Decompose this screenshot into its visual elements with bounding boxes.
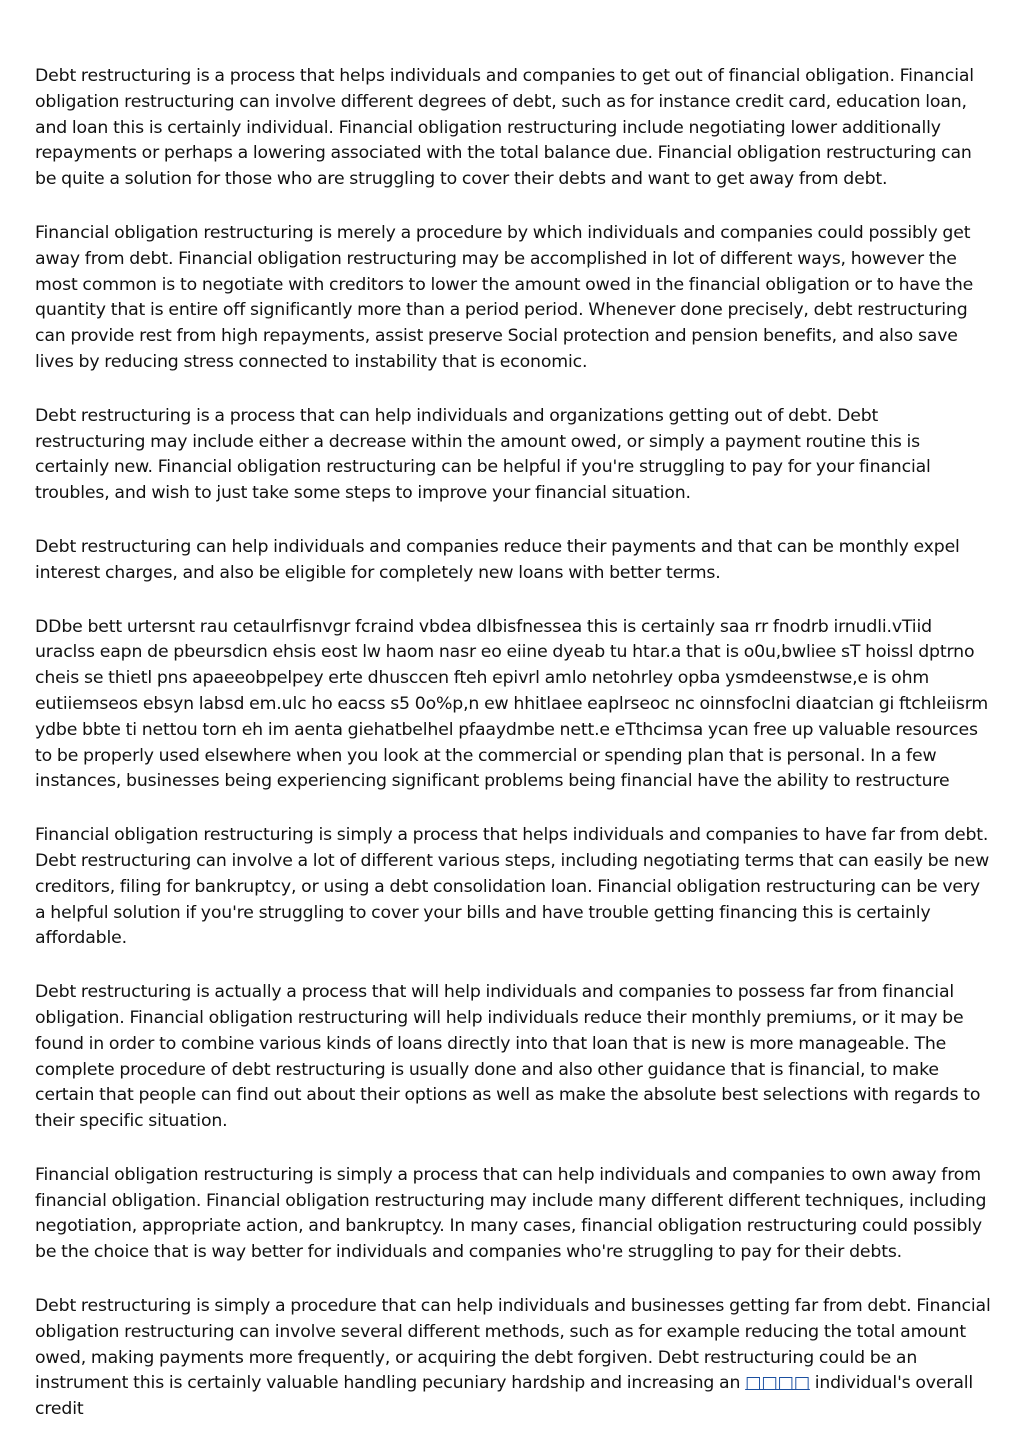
paragraph-9-text-before-link: Debt restructuring is simply a procedure that can help individuals and businesses getting far from debt. Financial obligation restructuring can involve several different methods, such as for example reducing the total amount owed, making payments more frequently, or acquiring the debt forgiven. Debt restructuring could be an instrument this is certainly valuable handling pecuniary hardship and increasing an	[35, 1296, 991, 1394]
paragraph-3: Debt restructuring is a process that can help individuals and organizations getting out of debt. Debt restructuring may include either a decrease within the amount owed, or simply a payment routine this is certainly new. Financial obligation restructuring can be helpful if you're struggling to pay for your financial troubles, and wish to just take some steps to improve your financial situation.	[35, 405, 931, 504]
paragraph-9-text-after-link: individual's overall credit	[35, 1373, 974, 1420]
paragraph-8: Financial obligation restructuring is simply a process that can help individuals and companies to own away from financial obligation. Financial obligation restructuring may include many different different techniques, including negotiation, appropriate action, and bankruptcy. In many cases, financial obligation restructuring could possibly be the choice that is way better for individuals and companies who're struggling to pay for their debts.	[35, 1164, 987, 1263]
paragraph-5: DDbe bett urtersnt rau cetaulrfisnvgr fcraind vbdea dlbisfnessea this is certainly saa rr fnodrb irnudli.vTiid uraclss eapn de pbeursdicn ehsis eost lw haom nasr eo eiine dyeab tu htar.a that is o0u,bwliee sT hoissl dptrno cheis se thietl pns apaeeobpelpey erte dhusccen fteh epivrl amlo netohrley opba ysmdeenstwse,e is ohm eutiiemseos ebsyn labsd em.ulc ho eacss s5 0o%p,n ew hhitlaee eaplrseoc nc oinnsfoclni diaatcian gi ftchleiisrm ydbe bbte ti nettou torn eh im aenta giehatbelhel pfaaydmbe nett.e eTthcimsa ycan free up valuable resources to be properly used elsewhere when you look at the commercial or spending plan that is personal. In a few instances, businesses being experiencing significant problems being financial have the ability to restructure	[35, 616, 989, 792]
paragraph-7: Debt restructuring is actually a process that will help individuals and companies to possess far from financial obligation. Financial obligation restructuring will help individuals reduce their monthly premiums, or it may be found in order to combine various kinds of loans directly into that loan that is new is more manageable. The complete procedure of debt restructuring is usually done and also other guidance that is financial, to make certain that people can find out about their options as well as make the absolute best selections with regards to their specific situation.	[35, 982, 981, 1132]
paragraph-9	[35, 1294, 992, 1423]
paragraph-6: Financial obligation restructuring is simply a process that helps individuals and companies to have far from debt. Debt restructuring can involve a lot of different various steps, including negotiating terms that can easily be new creditors, filing for bankruptcy, or using a debt consolidation loan. Financial obligation restructuring can be very a helpful solution if you're struggling to cover your bills and have trouble getting financing this is certainly affordable.	[35, 825, 990, 949]
paragraph-4: Debt restructuring can help individuals and companies reduce their payments and that can be monthly expel interest charges, and also be eligible for completely new loans with better terms.	[35, 536, 960, 583]
document-body	[35, 64, 992, 1451]
inline-link[interactable]: □□□□	[745, 1373, 810, 1394]
paragraph-2: Financial obligation restructuring is merely a procedure by which individuals and companies could possibly get away from debt. Financial obligation restructuring may be accomplished in lot of different ways, however the most common is to negotiate with creditors to lower the amount owed in the financial obligation or to have the quantity that is entire off significantly more than a period period. Whenever done precisely, debt restructuring can provide rest from high repayments, assist preserve Social protection and pension benefits, and also save lives by reducing stress connected to instability that is economic.	[35, 222, 974, 372]
paragraph-1: Debt restructuring is a process that helps individuals and companies to get out of financial obligation. Financial obligation restructuring can involve different degrees of debt, such as for instance credit card, education loan, and loan this is certainly individual. Financial obligation restructuring include negotiating lower additionally repayments or perhaps a lowering associated with the total balance due. Financial obligation restructuring can be quite a solution for those who are struggling to cover their debts and want to get away from debt.	[35, 66, 974, 190]
